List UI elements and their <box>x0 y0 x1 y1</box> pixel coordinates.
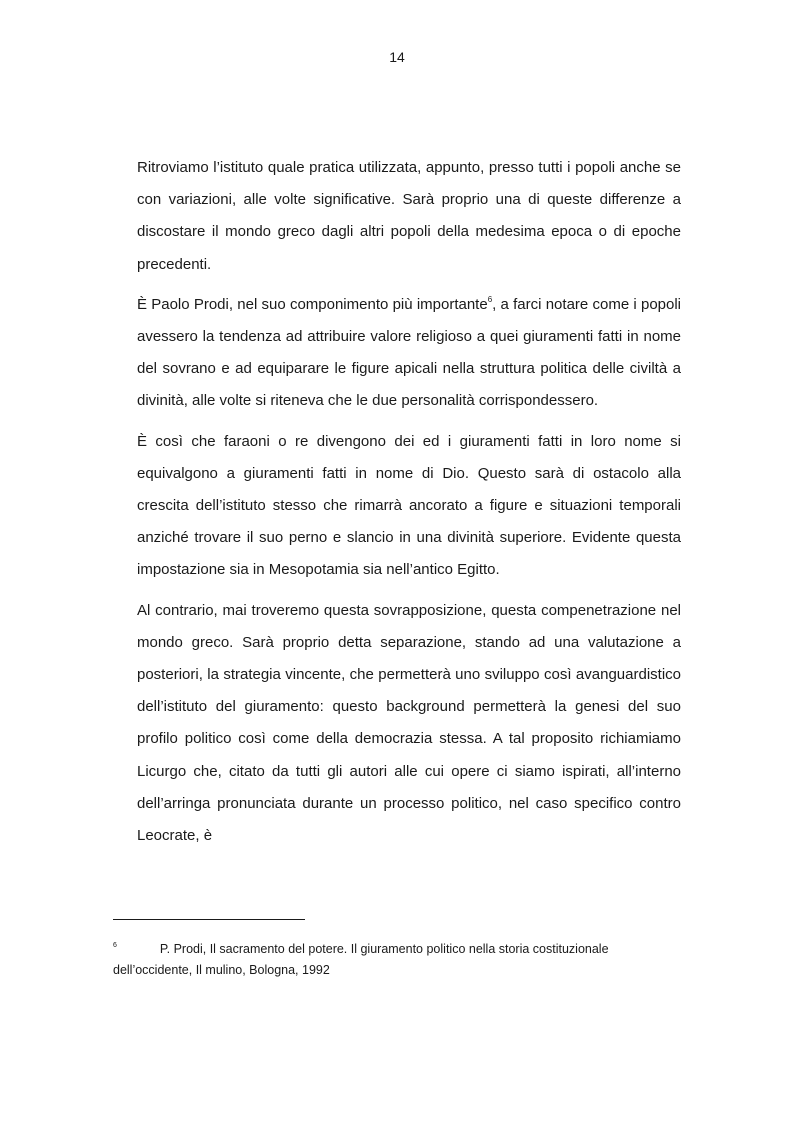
page-number: 14 <box>389 49 405 65</box>
footnote-separator <box>113 919 305 920</box>
paragraph-3: È così che faraoni o re divengono dei ed i giuramenti fatti in loro nome si equivalgono a giuramenti fatti in nome di Dio. Questo sarà di ostacolo alla crescita dell’istituto stesso che rimarrà ancorato a figure e situazioni temporali anziché trovare il suo perno e slancio in una divinità superiore. Evidente questa impostazione sia in Mesopotamia sia nell’antico Egitto. <box>137 432 681 579</box>
footnote-text: P. Prodi, Il sacramento del potere. Il giuramento politico nella storia costituzionale dell’occidente, Il mulino, Bologna, 1992 <box>113 942 609 977</box>
footnote-reference[interactable]: 6 <box>487 294 493 304</box>
paragraph-2 <box>137 289 681 418</box>
paragraph-1: Ritroviamo l’istituto quale pratica utilizzata, appunto, presso tutti i popoli anche se con variazioni, alle volte significative. Sarà proprio una di queste differenze a discostare il mondo greco dagli altri popoli della medesima epoca o di epoche precedenti. <box>137 159 681 273</box>
body-text <box>137 152 681 860</box>
paragraph-2-before-ref: È Paolo Prodi, nel suo componimento più importante <box>137 295 488 313</box>
paragraph-2-after-ref: , a farci notare come i popoli avessero la tendenza ad attribuire valore religioso a quei giuramenti fatti in nome del sovrano e ad equiparare le figure apicali nella struttura politica delle civiltà a divinità, alle volte si riteneva che le due personalità corrispondessero. <box>137 295 682 410</box>
paragraph-4: Al contrario, mai troveremo questa sovrapposizione, questa compenetrazione nel mondo greco. Sarà proprio detta separazione, stando ad una valutazione a posteriori, la strategia vincente, che permetterà uno sviluppo così avanguardistico dell’istituto del giuramento: questo background permetterà la genesi del suo profilo politico così come della democrazia stessa. A tal proposito richiamiamo Licurgo che, citato da tutti gli autori alle cui opere ci siamo ispirati, all’interno dell’arringa pronunciata durante un processo politico, nel caso specifico contro Leocrate, è <box>137 601 681 845</box>
footnote-number: 6 <box>113 942 117 949</box>
footnote <box>113 939 683 981</box>
